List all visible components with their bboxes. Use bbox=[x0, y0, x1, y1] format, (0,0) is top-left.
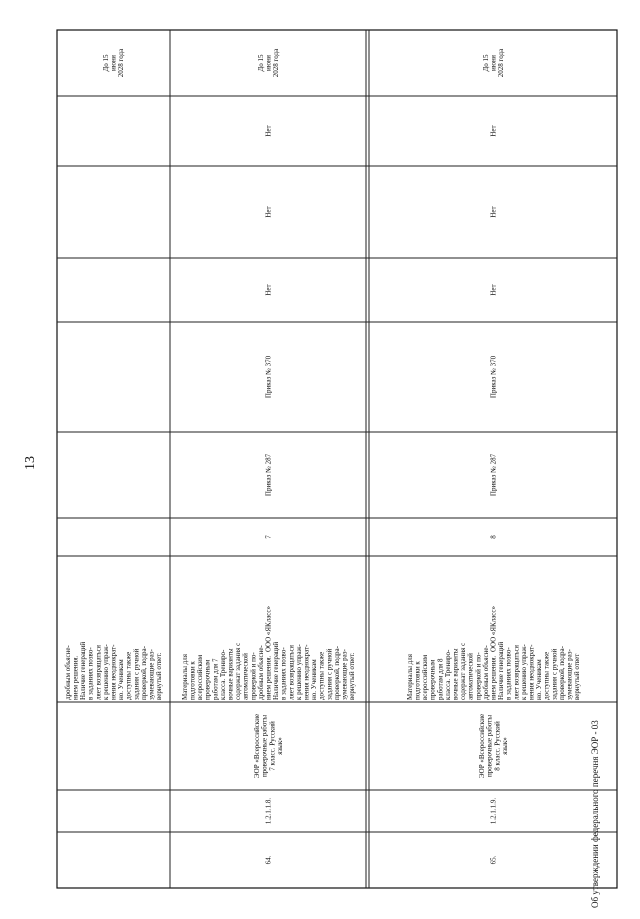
no-value: Нет bbox=[264, 206, 273, 218]
continuation-description-line: Наличие генераций bbox=[79, 641, 88, 700]
item-description-line: подготовки к bbox=[413, 661, 422, 700]
continuation-description-line: проверкой, подра- bbox=[139, 646, 148, 700]
item-description-line: вернутый ответ. bbox=[348, 652, 357, 700]
continuation-description-line: вернутый ответ. bbox=[155, 652, 164, 700]
deadline-line: До 15 bbox=[481, 54, 490, 72]
item-description-line: ляет возвращаться bbox=[287, 645, 296, 700]
item-description-line: класса. Трениро- bbox=[218, 649, 227, 700]
item-description-line: вернутый ответ bbox=[573, 653, 582, 700]
item-description-line: Наличие генераций bbox=[497, 641, 506, 700]
item-title-line: язык» bbox=[500, 737, 509, 755]
footer-text: Об утверждении федерального перечня ЭОР - 03 bbox=[590, 720, 600, 908]
continuation-description-line: к решению упраж- bbox=[101, 644, 110, 700]
continuation-description-line: ляет возвращаться bbox=[94, 645, 103, 700]
item-description-line: проверочным bbox=[203, 659, 212, 700]
item-description-line: нения неоднократ- bbox=[302, 644, 311, 700]
table-border bbox=[57, 30, 617, 888]
item-description-line: дробным объясне- bbox=[481, 645, 490, 700]
item-title-line: язык» bbox=[275, 737, 284, 755]
page-number: 13 bbox=[23, 456, 38, 470]
item-description-line: проверочным bbox=[428, 659, 437, 700]
item-description-line: всероссийским bbox=[196, 654, 205, 700]
grade: 7 bbox=[264, 535, 273, 539]
continuation-description-line: нения неоднократ- bbox=[109, 644, 118, 700]
item-description-line: нием решения. bbox=[264, 655, 273, 700]
item-description-line: ляет возвращаться bbox=[512, 645, 521, 700]
item-title-line: 8 класс. Русский bbox=[493, 721, 502, 771]
item-description-line: но. Ученикам bbox=[310, 659, 319, 700]
item-title-line: ЭОР «Всероссийские bbox=[253, 713, 262, 779]
item-description-line: вочные варианты bbox=[451, 648, 460, 700]
deadline-line: 2028 года bbox=[497, 48, 506, 78]
continuation-deadline-line: июня bbox=[109, 55, 118, 71]
item-code: 1.2.1.1.8. bbox=[264, 797, 273, 825]
item-description-line: в заданиях позво- bbox=[279, 647, 288, 700]
item-description-line: проверкой, подра- bbox=[557, 646, 566, 700]
item-description-line: к решению упраж- bbox=[294, 644, 303, 700]
item-description-line: дробным объясне- bbox=[256, 645, 265, 700]
item-description-line: подготовки к bbox=[188, 661, 197, 700]
item-description-line: доступны также bbox=[542, 651, 551, 700]
item-description-line: содержат задания с bbox=[459, 642, 468, 700]
item-description-line: автоматической bbox=[466, 653, 475, 700]
item-description-line: вочные варианты bbox=[226, 648, 235, 700]
item-description-line: класса. Трениро- bbox=[443, 649, 452, 700]
organization: ООО «ЯКласс» bbox=[264, 605, 273, 653]
order-reference: Приказ № 370 bbox=[489, 355, 498, 399]
continuation-description-line: в заданиях позво- bbox=[86, 647, 95, 700]
deadline-line: июня bbox=[489, 55, 498, 71]
item-description-line: в заданиях позво- bbox=[504, 647, 513, 700]
item-description-line: всероссийским bbox=[421, 654, 430, 700]
item-description-line: проверкой, подра- bbox=[332, 646, 341, 700]
continuation-description-line: нием решения. bbox=[71, 655, 80, 700]
no-value: Нет bbox=[489, 206, 498, 218]
no-value: Нет bbox=[264, 125, 273, 137]
order-reference: Приказ № 287 bbox=[264, 453, 273, 497]
item-description-line: работам для 8 bbox=[436, 658, 445, 700]
organization: ООО «ЯКласс» bbox=[489, 605, 498, 653]
deadline-line: июня bbox=[264, 55, 273, 71]
item-title-line: ЭОР «Всероссийские bbox=[478, 713, 487, 779]
item-description-line: доступны также bbox=[317, 651, 326, 700]
table-grid bbox=[57, 30, 617, 888]
continuation-description-line: доступны также bbox=[124, 651, 133, 700]
item-description-line: Наличие генераций bbox=[272, 641, 281, 700]
table-content bbox=[64, 48, 581, 864]
item-title-line: проверочные работы bbox=[260, 714, 269, 778]
continuation-description-line: зумевающие раз- bbox=[147, 649, 156, 700]
item-code: 1.2.1.1.9. bbox=[489, 797, 498, 825]
row-number: 64. bbox=[264, 855, 273, 865]
continuation-deadline-line: 2028 года bbox=[117, 48, 126, 78]
item-description-line: зумевающие раз- bbox=[340, 649, 349, 700]
item-description-line: задания с ручной bbox=[325, 648, 334, 700]
item-description-line: работам для 7 bbox=[211, 658, 220, 700]
order-reference: Приказ № 287 bbox=[489, 453, 498, 497]
item-description-line: зумевающие раз- bbox=[565, 649, 574, 700]
continuation-deadline-line: До 15 bbox=[101, 54, 110, 72]
continuation-description-line: дробным объясне- bbox=[63, 645, 72, 700]
item-description-line: нения неоднократ- bbox=[527, 644, 536, 700]
item-description-line: проверкой и по- bbox=[474, 652, 483, 700]
continuation-description-line: но. Ученикам bbox=[117, 659, 126, 700]
item-description-line: Материалы для bbox=[405, 654, 414, 700]
no-value: Нет bbox=[264, 284, 273, 296]
deadline-line: 2028 года bbox=[272, 48, 281, 78]
item-description-line: содержат задания с bbox=[234, 642, 243, 700]
item-description-line: проверкой и по- bbox=[249, 652, 258, 700]
item-description-line: нием решения. bbox=[489, 655, 498, 700]
no-value: Нет bbox=[489, 125, 498, 137]
continuation-description-line: задания с ручной bbox=[132, 648, 141, 700]
item-description-line: Материалы для bbox=[180, 654, 189, 700]
order-reference: Приказ № 370 bbox=[264, 355, 273, 399]
no-value: Нет bbox=[489, 284, 498, 296]
item-description-line: автоматической bbox=[241, 653, 250, 700]
item-description-line: задания с ручной bbox=[550, 648, 559, 700]
item-description-line: к решению упраж- bbox=[519, 644, 528, 700]
grade: 8 bbox=[489, 535, 498, 539]
item-description-line: но. Ученикам bbox=[535, 659, 544, 700]
item-title-line: проверочные работы bbox=[485, 714, 494, 778]
item-title-line: 7 класс. Русский bbox=[268, 721, 277, 771]
row-number: 65. bbox=[489, 855, 498, 865]
deadline-line: До 15 bbox=[256, 54, 265, 72]
